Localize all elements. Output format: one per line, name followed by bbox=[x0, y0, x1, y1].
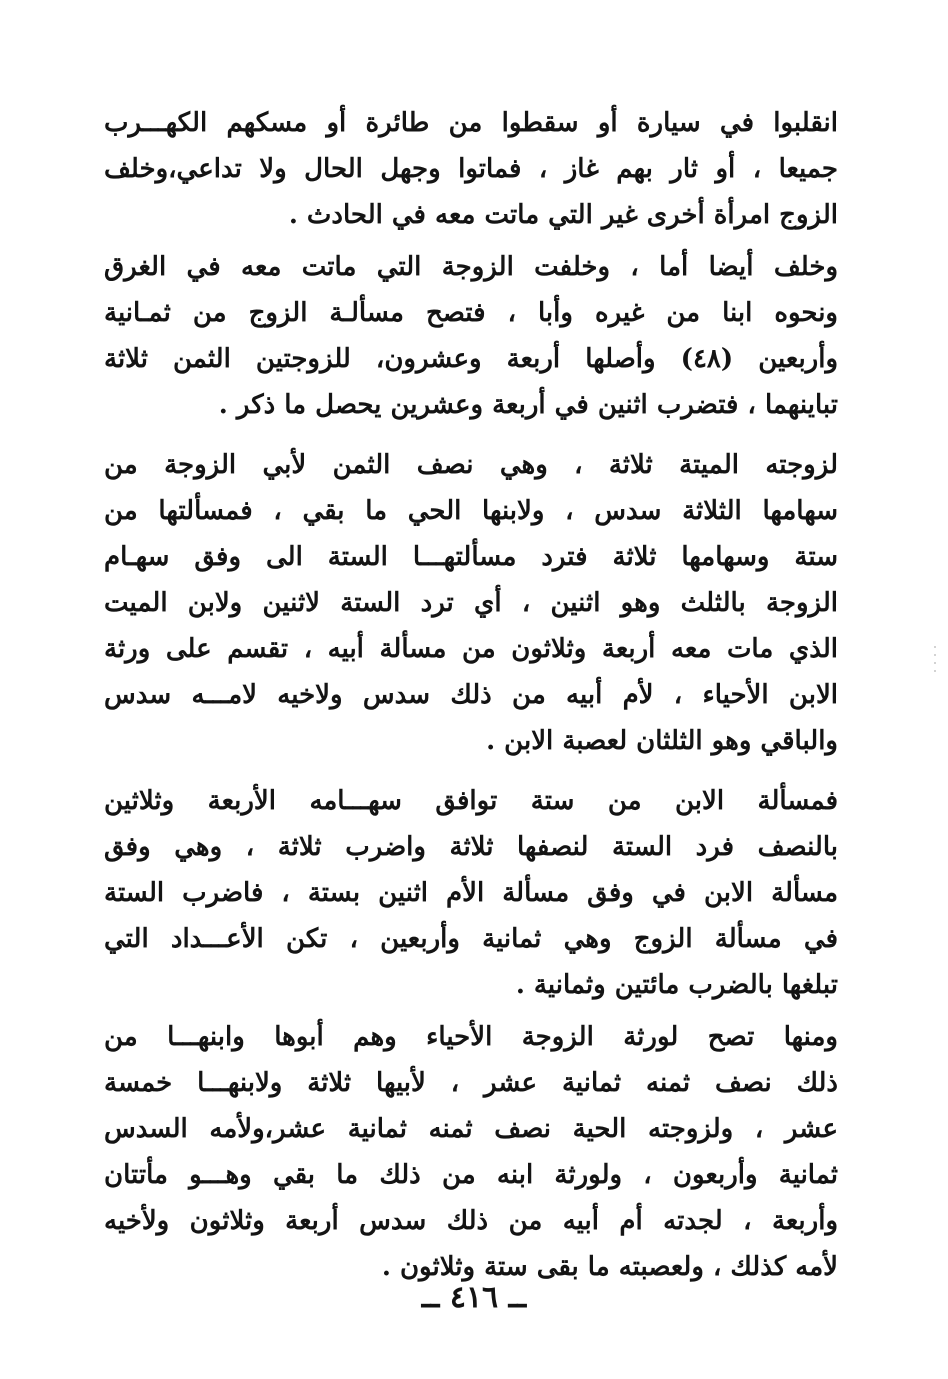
paragraph-gap bbox=[104, 428, 838, 442]
text-line: ذلك نصف ثمنه ثمانية عشر ، لأبيها ثلاثة ولابنهـــا خمسة bbox=[104, 1068, 838, 1098]
text-line: مسألة الابن في وفق مسألة الأم اثنين بستة ، فاضرب الستة bbox=[104, 878, 838, 908]
text-line: ستة وسهامها ثلاثة فترد مسألتهـــا الستة الى وفق سهـام bbox=[104, 542, 838, 572]
text-line: الزوج امرأة أخرى غير التي ماتت معه في الحادث . bbox=[288, 200, 838, 230]
text-line: والباقي وهو الثلثان لعصبة الابن . bbox=[486, 726, 838, 756]
text-line: ونحوه ابنا من غيره وأبا ، فتصح مسألـة الزوج من ثمـانية bbox=[104, 298, 838, 328]
paragraph bbox=[104, 1014, 838, 1290]
text-line: جميعا ، أو ثار بهم غاز ، فماتوا وجهل الحال ولا تداعي،وخلف bbox=[104, 154, 838, 184]
text-line: تباينهما ، فتضرب اثنين في أربعة وعشرين يحصل ما ذكر . bbox=[218, 390, 838, 420]
text-line: لأمه كذلك ، ولعصبته ما بقى ستة وثلاثون . bbox=[381, 1252, 838, 1282]
text-line: فمسألة الابن من ستة توافق سهـــامه الأربعة وثلاثين bbox=[104, 786, 838, 816]
text-line: وخلف أيضا أما ، وخلفت الزوجة التي ماتت معه في الغرق bbox=[104, 252, 838, 282]
paragraph bbox=[104, 100, 838, 238]
text-line: تبلغها بالضرب مائتين وثمانية . bbox=[515, 970, 838, 1000]
text-line: وأربعة ، لجدته أم أبيه من ذلك سدس أربعة وثلاثون ولأخيه bbox=[104, 1206, 838, 1236]
text-line: الابن الأحياء ، لأم أبيه من ذلك سدس ولاخيه لامـــه سدس bbox=[104, 680, 838, 710]
text-line: وأربعين (٤٨) وأصلها أربعة وعشرون، للزوجتين الثمن ثلاثة bbox=[104, 344, 838, 374]
text-line: الذي مات معه أربعة وثلاثون من مسألة أبيه ، تقسم على ورثة bbox=[104, 634, 838, 664]
text-line: انقلبوا في سيارة أو سقطوا من طائرة أو مسكهم الكهـــرب bbox=[104, 108, 838, 138]
text-line: في مسألة الزوج وهي ثمانية وأربعين ، تكن الأعـــداد التي bbox=[104, 924, 838, 954]
text-line: ثمانية وأربعون ، ولورثة ابنه من ذلك ما بقي وهـــو مأتتان bbox=[104, 1160, 838, 1190]
page-number: ــ ٤١٦ ــ bbox=[421, 1280, 527, 1315]
text-line: سهامها الثلاثة سدس ، ولابنها الحي ما بقي ، فمسألتها من bbox=[104, 496, 838, 526]
paragraph bbox=[104, 442, 838, 764]
scan-specks bbox=[932, 640, 938, 680]
text-line: لزوجته الميتة ثلاثة ، وهي نصف الثمن لأبي الزوجة من bbox=[104, 450, 838, 480]
paragraph bbox=[104, 778, 838, 1008]
paragraph-gap bbox=[104, 764, 838, 778]
text-line: الزوجة بالثلث وهو اثنين ، أي ترد الستة لاثنين ولابن الميت bbox=[104, 588, 838, 618]
text-line: بالنصف فرد الستة لنصفها ثلاثة واضرب ثلاثة ، وهي وفق bbox=[104, 832, 838, 862]
text-line: ومنها تصح لورثة الزوجة الأحياء وهم أبوها وابنهـــا من bbox=[104, 1022, 838, 1052]
paragraph bbox=[104, 244, 838, 428]
text-line: عشر ، ولزوجته الحية نصف ثمنه ثمانية عشر،ولأمه السدس bbox=[104, 1114, 838, 1144]
body-text bbox=[104, 100, 838, 1290]
